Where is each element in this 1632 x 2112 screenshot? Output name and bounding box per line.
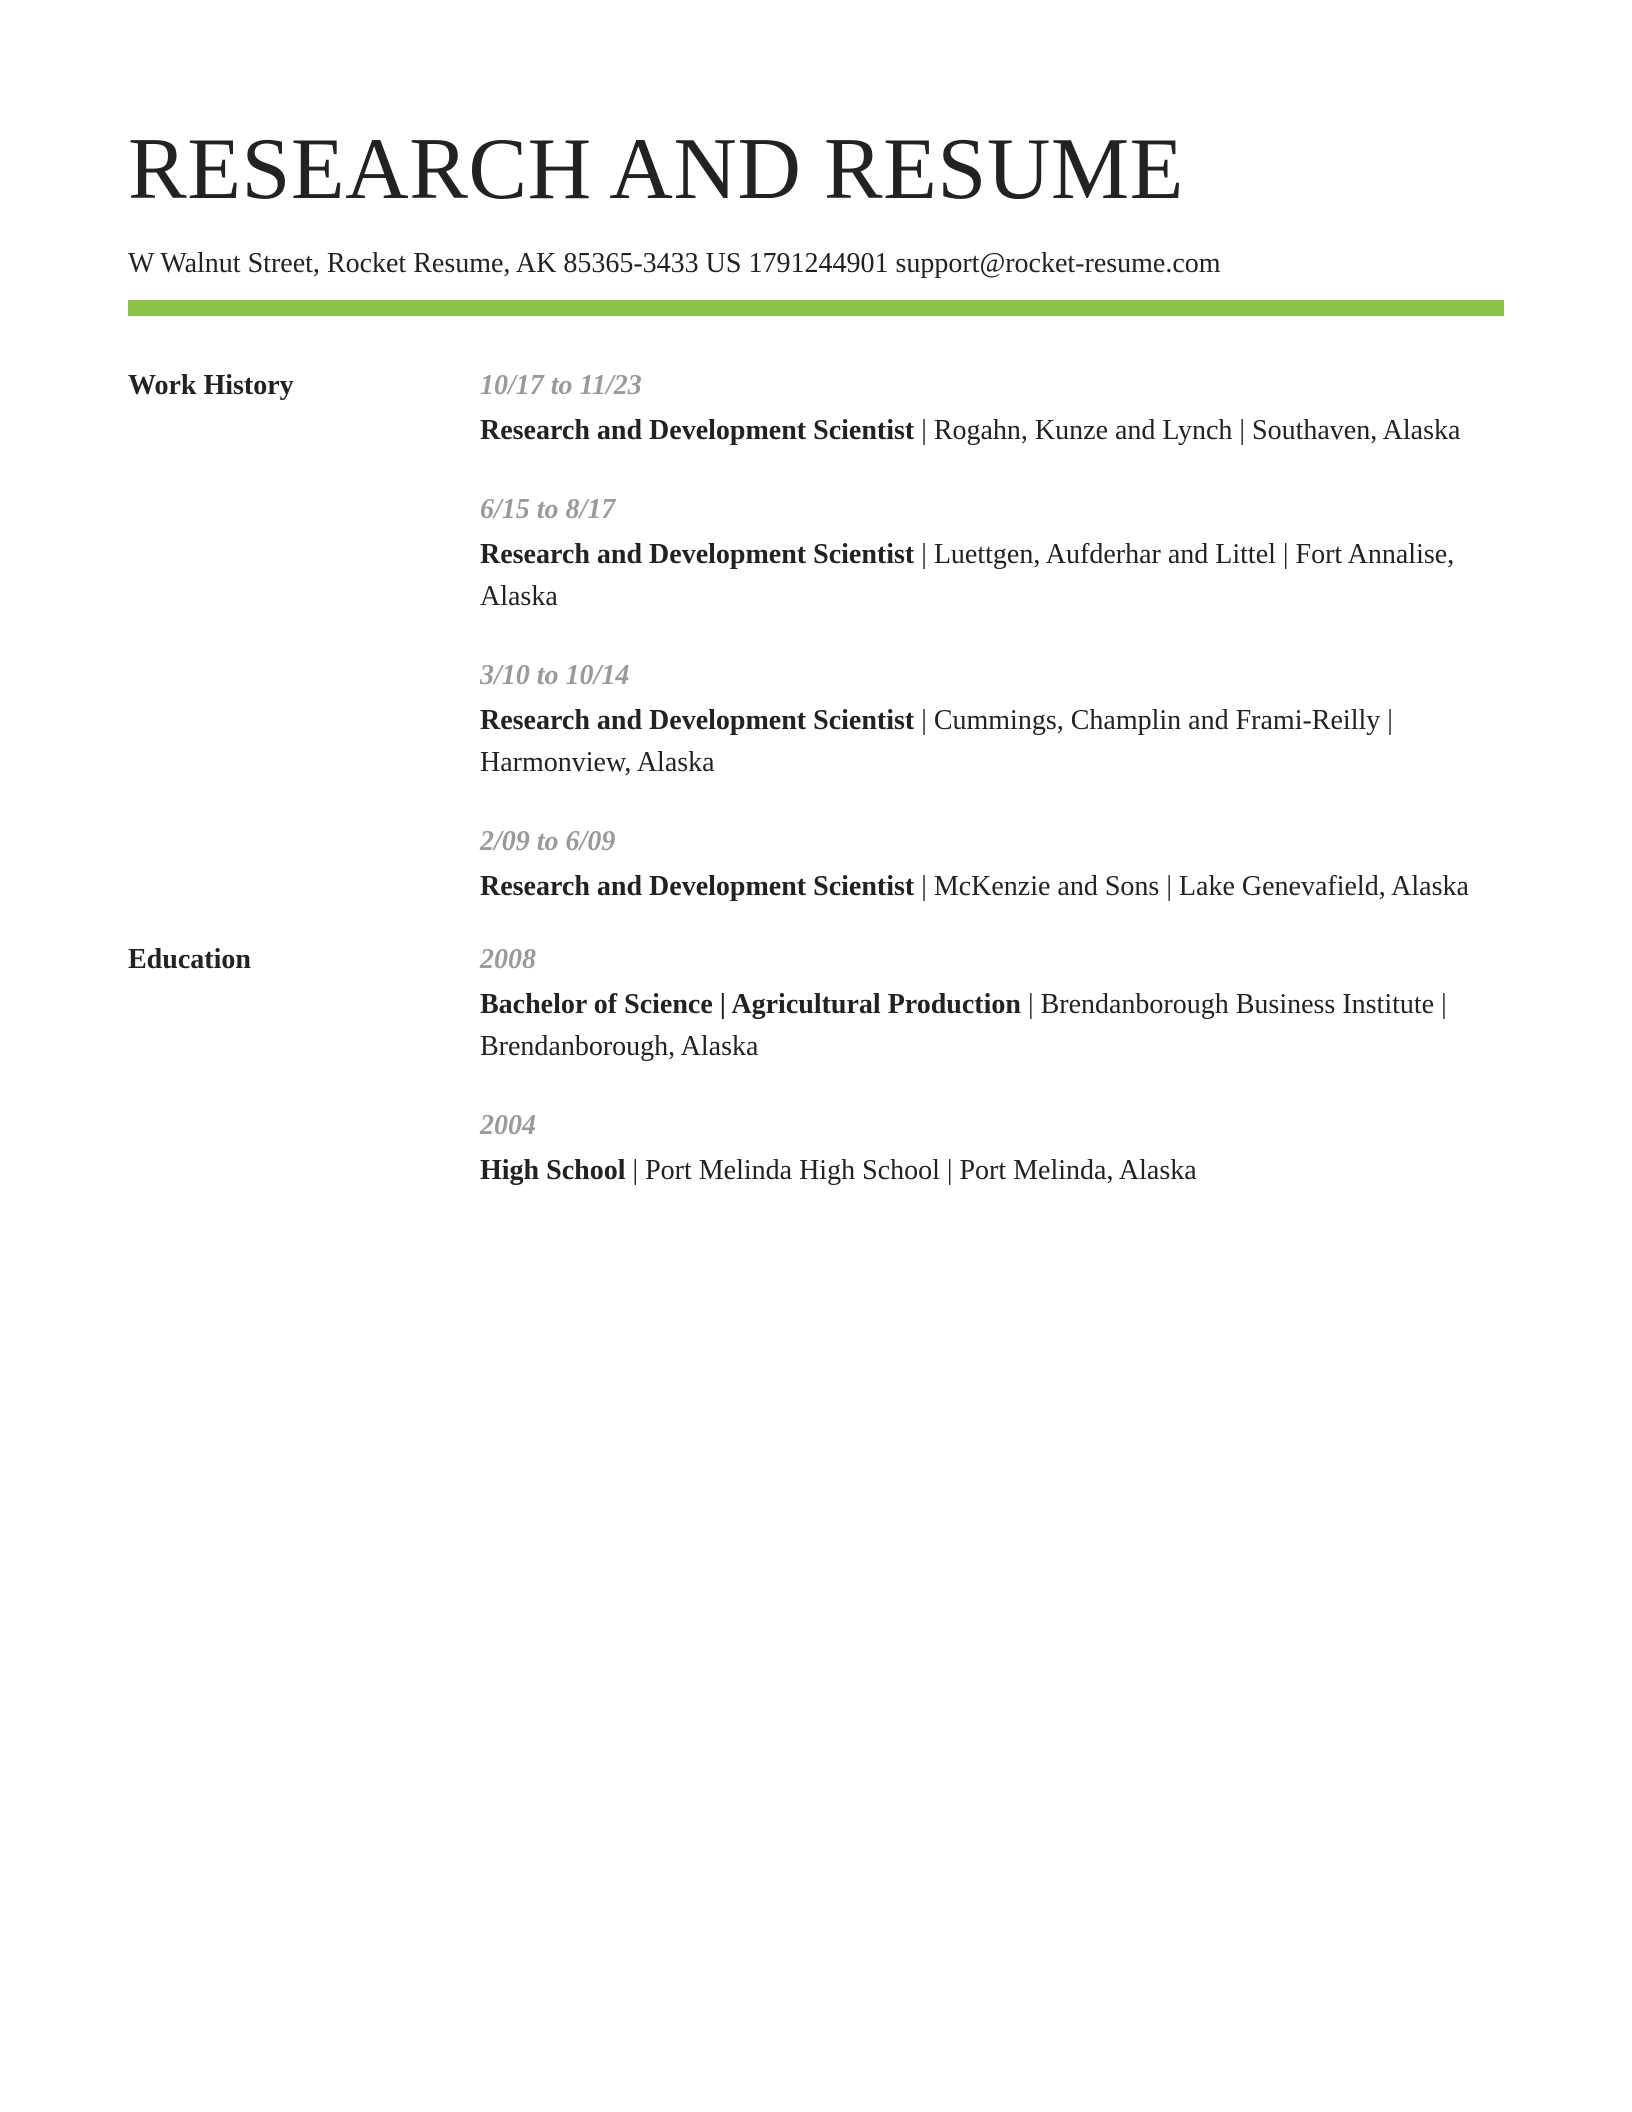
- contact-phone: 1791244901: [748, 248, 889, 279]
- entry-details: | Cummings, Champlin and Frami-Reilly | Harmonview, Alaska: [480, 705, 1393, 778]
- resume-name: RESEARCH AND RESUME: [128, 121, 1184, 218]
- resume-page: [128, 120, 1504, 1192]
- entry-title: Research and Development Scientist: [480, 539, 915, 570]
- section-title-education: Education: [128, 944, 251, 975]
- entry-description: [480, 866, 1504, 908]
- work-history-section: [128, 368, 1504, 908]
- entry-date: 2004: [480, 1110, 536, 1141]
- section-title-work-history: Work History: [128, 370, 294, 401]
- work-entry: [480, 492, 1504, 618]
- entry-details: | McKenzie and Sons | Lake Genevafield, Alaska: [914, 871, 1469, 902]
- entry-date: 2/09 to 6/09: [480, 826, 616, 857]
- entry-title: Research and Development Scientist: [480, 705, 915, 736]
- education-section: [128, 942, 1504, 1192]
- entry-description: [480, 410, 1504, 452]
- entry-date: 10/17 to 11/23: [480, 370, 642, 401]
- entry-description: [480, 700, 1504, 784]
- contact-line: [128, 246, 1504, 282]
- entry-date: 2008: [480, 944, 536, 975]
- entry-details: | Rogahn, Kunze and Lynch | Southaven, Alaska: [914, 415, 1461, 446]
- education-entry: [480, 1108, 1504, 1192]
- education-entry: [480, 942, 1504, 1068]
- education-entries: [480, 942, 1504, 1192]
- work-entry: [480, 368, 1504, 452]
- entry-title: Research and Development Scientist: [480, 871, 915, 902]
- entry-description: [480, 984, 1504, 1068]
- entry-title: High School: [480, 1155, 626, 1186]
- entry-details: | Luettgen, Aufderhar and Littel | Fort Annalise, Alaska: [480, 539, 1455, 612]
- work-entry: [480, 824, 1504, 908]
- contact-email: support@rocket-resume.com: [895, 248, 1221, 279]
- entry-date: 3/10 to 10/14: [480, 660, 630, 691]
- entry-description: [480, 1150, 1504, 1192]
- entry-details: | Port Melinda High School | Port Melinda, Alaska: [625, 1155, 1197, 1186]
- entry-description: [480, 534, 1504, 618]
- work-entry: [480, 658, 1504, 784]
- accent-rule: [128, 300, 1504, 316]
- contact-address: W Walnut Street, Rocket Resume, AK 85365-3433 US: [128, 248, 742, 279]
- entry-details: | Brendanborough Business Institute | Brendanborough, Alaska: [480, 989, 1447, 1062]
- entry-title: Research and Development Scientist: [480, 415, 915, 446]
- entry-title: Bachelor of Science | Agricultural Production: [480, 989, 1021, 1020]
- work-history-entries: [480, 368, 1504, 908]
- entry-date: 6/15 to 8/17: [480, 494, 616, 525]
